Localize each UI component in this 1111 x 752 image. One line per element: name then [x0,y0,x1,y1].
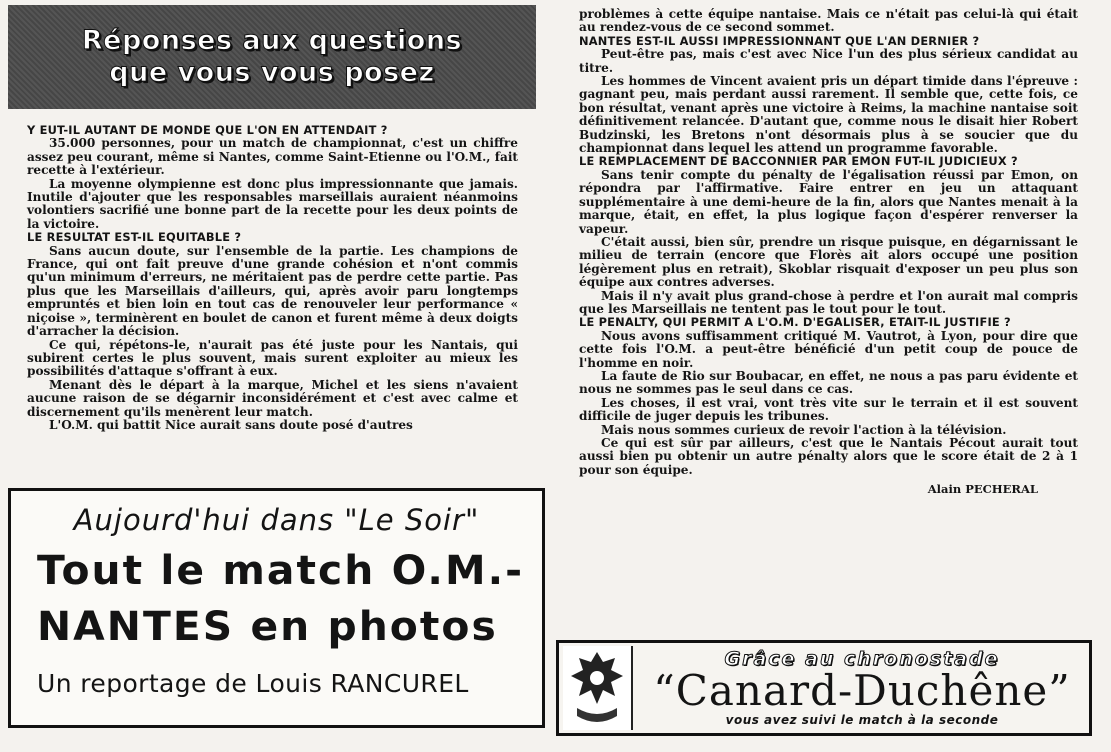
article-right-body [579,8,1078,477]
crest-icon [563,646,633,730]
paragraph: Mais nous sommes curieux de revoir l'action à la télévision. [601,422,1007,437]
article-right-column [579,8,1078,497]
headline-box [8,5,536,109]
paragraph: 35.000 personnes, pour un match de championnat, c'est un chiffre assez peu courant, même si Nantes, comme Saint-Etienne ou l'O.M., fait recette à l'extérieur. [27,136,518,178]
question-heading: LE PENALTY, QUI PERMIT A L'O.M. D'EGALISER, ETAIT-IL JUSTIFIE ? [579,315,1011,330]
le-soir-line-1: Aujourd'hui dans "Le Soir" [73,503,480,537]
article-left-column [27,124,518,432]
canard-duchene-ad [556,640,1092,736]
le-soir-line-4: Un reportage de Louis RANCUREL [37,669,469,698]
paragraph: Ce qui est sûr par ailleurs, c'est que le Nantais Pécout aurait tout aussi bien pu obtenir un autre pénalty alors que le score était de 2 à 1 pour son équipe. [579,436,1078,477]
paragraph: Sans aucun doute, sur l'ensemble de la partie. Les champions de France, qui ont fait preuve d'une grande cohésion et n'ont commis qu'un minimum d'erreurs, ne méritaient pas de perdre cette partie. Pas plus que les Marseillais d'ailleurs, qui, après avoir paru longtemps empruntés et bien loin en tout cas de renouveler leur performance « niçoise », terminèrent en boulet de canon et furent même à deux doigts d'arracher la décision. [27,243,518,339]
paragraph: L'O.M. qui battit Nice aurait sans doute posé d'autres [49,417,413,432]
paragraph: C'était aussi, bien sûr, prendre un risque puisque, en dégarnissant le milieu de terrain (encore que Florès ait alors occupé une position légèrement plus en retrait), Skoblar risquait d'exposer un peu plus son équipe aux contres adverses. [579,234,1078,290]
paragraph: Les hommes de Vincent avaient pris un départ timide dans l'épreuve : gagnant peu, mais perdant aussi rarement. Il semble que, cette fois, ce bon résultat, venant après une victoire à Reims, la machine nantaise soit définitivement relancée. D'autant que, comme nous le disait hier Robert Budzinski, les Bretons n'ont désormais plus à se soucier que du championnat dans lequel les attend un programme favorable. [579,74,1078,156]
paragraph: Peut-être pas, mais c'est avec Nice l'un des plus sérieux candidat au titre. [579,47,1078,75]
le-soir-line-3: NANTES en photos [37,604,498,650]
paragraph: La moyenne olympienne est donc plus impressionnante que jamais. Inutile d'ajouter que les responsables marseillais auraient néanmoins volontiers sacrifié une bonne part de la recette pour les deux points de la victoire. [27,176,518,231]
author-signature: Alain PECHERAL [927,482,1038,497]
question-heading: Y EUT-IL AUTANT DE MONDE QUE L'ON EN ATTENDAIT ? [27,123,388,137]
paragraph: Les choses, il est vrai, vont très vite sur le terrain et il est souvent difficile de juger depuis les tribunes. [579,395,1078,424]
paragraph: Mais il n'y avait plus grand-chose à perdre et l'on aurait mal compris que les Marseillais ne tentent pas le tout pour le tout. [579,288,1078,316]
paragraph: La faute de Rio sur Boubacar, en effet, ne nous a pas paru évidente et nous ne sommes pas le seul dans ce cas. [579,368,1078,397]
paragraph: problèmes à cette équipe nantaise. Mais ce n'était pas celui-là qui était au rendez-vous de ce second sommet. [579,7,1078,35]
question-heading: NANTES EST-IL AUSSI IMPRESSIONNANT QUE L'AN DERNIER ? [579,33,980,48]
ad-line-3: vous avez suivi le match à la seconde [725,713,999,727]
headline-line-1: Réponses aux questions [81,25,463,56]
question-heading: LE RESULTAT EST-IL EQUITABLE ? [27,230,242,245]
paragraph: Menant dès le départ à la marque, Michel et les siens n'avaient aucune raison de se dégarnir inconsidérément et c'est avec calme et discernement qu'ils menèrent leur match. [27,377,518,419]
le-soir-box [8,488,545,728]
ad-brand: “Canard-Duchêne” [653,666,1071,715]
paragraph: Ce qui, répétons-le, n'aurait pas été juste pour les Nantais, qui subirent certes le plus souvent, mais surent exploiter au mieux les possibilités d'attaque s'offrant à eux. [27,337,518,379]
le-soir-line-2: Tout le match O.M.- [37,548,525,594]
ad-line-1: Grâce au chronostade [724,648,1000,670]
paragraph: Nous avons suffisamment critiqué M. Vautrot, à Lyon, pour dire que cette fois l'O.M. a peut-être bénéficié d'un petit coup de pouce de l'homme en noir. [579,328,1078,370]
headline-line-2: que vous vous posez [109,57,435,88]
question-heading: LE REMPLACEMENT DE BACCONNIER PAR EMON FUT-IL JUDICIEUX ? [579,154,1018,169]
paragraph: Sans tenir compte du pénalty de l'égalisation réussi par Emon, on répondra par l'affirmative. Faire entrer en jeu un attaquant supplémentaire à une demi-heure de la fin, alors que Nantes menait à la marque, était, en effet, la plus logique façon d'espérer renverser la vapeur. [579,167,1078,236]
